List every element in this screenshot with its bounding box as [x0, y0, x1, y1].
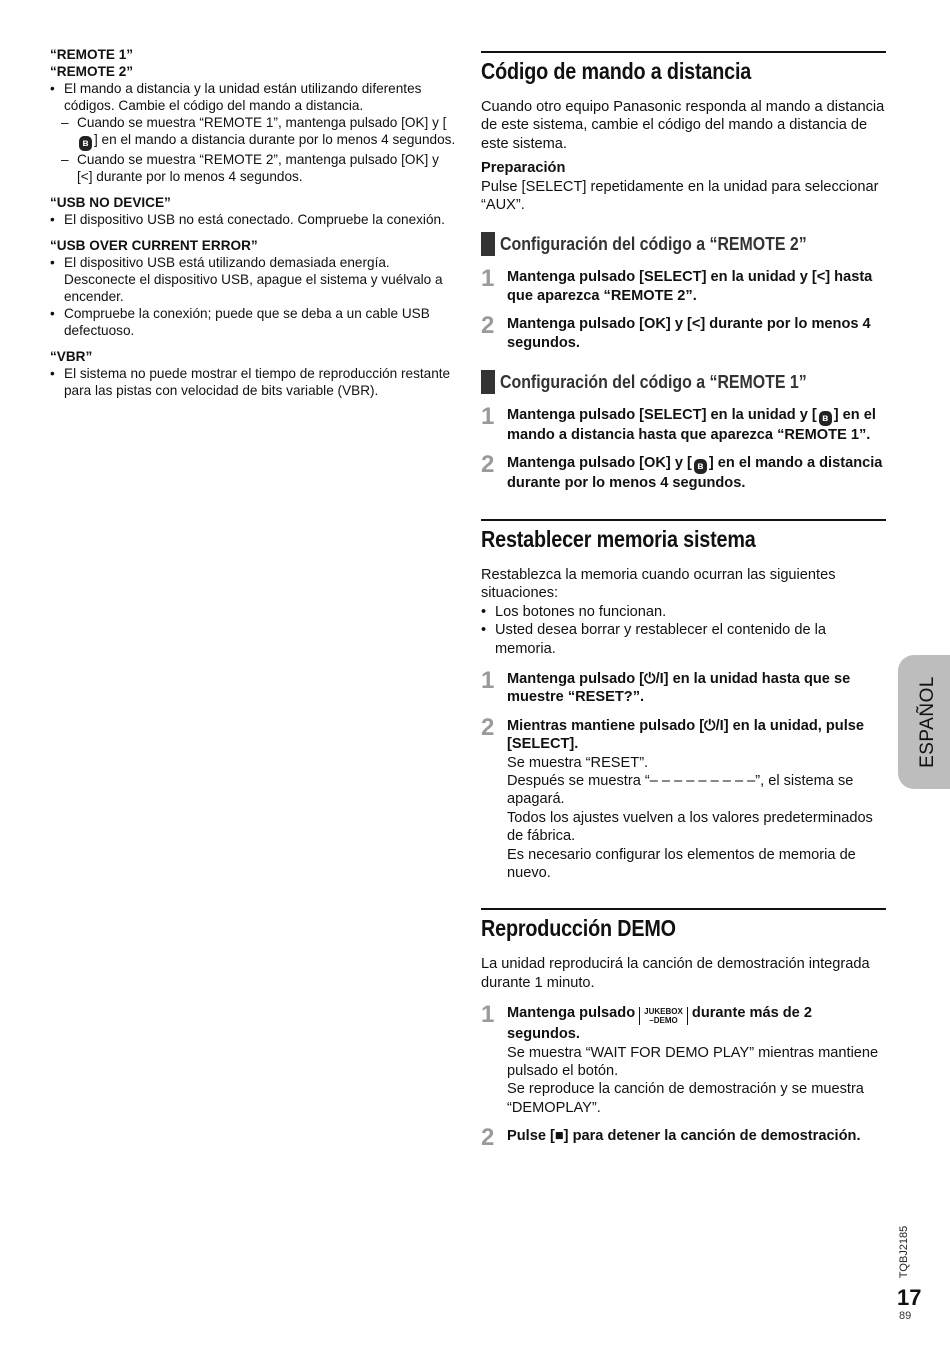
- step-number: 2: [481, 312, 495, 340]
- bluetooth-icon: ʙ: [79, 136, 92, 151]
- remote-bullet: El mando a distancia y la unidad están utilizando diferentes códigos. Cambie el código del mando a distancia.: [64, 81, 422, 113]
- usb-no-device-block: [50, 194, 458, 228]
- usb-over-current-block: [50, 237, 458, 339]
- vbr-title: “VBR”: [50, 349, 93, 364]
- preparation-text: Pulse [SELECT] repetidamente en la unidad para seleccionar “AUX”.: [481, 178, 879, 214]
- step: 1 Mantenga pulsado JUKEBOX –DEMO durante más de 2 segundos. Se muestra “WAIT FOR DEMO PLAY” mientras mantiene pulsado el botón. Se reproduce la canción de demostración y se muestra “DEMOPLAY”.: [481, 1001, 879, 1116]
- step: 1 Mantenga pulsado [SELECT] en la unidad y [ ʙ ] en el mando a distancia hasta que aparezca “REMOTE 1”.: [481, 403, 876, 444]
- step-number: 2: [481, 1124, 495, 1152]
- jukebox-demo-button-icon: JUKEBOX –DEMO: [639, 1007, 688, 1025]
- subheading-remote1: Configuración del código a “REMOTE 1”: [481, 370, 886, 394]
- step-number: 1: [481, 403, 495, 431]
- page-sub-number: 89: [899, 1310, 912, 1322]
- step-number: 1: [481, 666, 495, 694]
- usb-over-current-title: “USB OVER CURRENT ERROR”: [50, 238, 258, 253]
- list-item: – Cuando se muestra “REMOTE 1”, mantenga pulsado [OK] y [ʙ ] en el mando a distancia durante por lo menos 4 segundos.: [50, 114, 458, 151]
- demo-section: [481, 908, 886, 1152]
- left-column: [50, 46, 458, 408]
- paragraph: Cuando otro equipo Panasonic responda al mando a distancia de este sistema, cambie el código del mando a distancia de este sistema.: [481, 99, 885, 152]
- page-number: 17: [897, 1285, 922, 1310]
- usb-no-device-title: “USB NO DEVICE”: [50, 195, 171, 210]
- list-item: • El sistema no puede mostrar el tiempo de reproducción restante para las pistas con velocidad de bits variable (VBR).: [50, 366, 451, 398]
- list-item: • El dispositivo USB está utilizando demasiada energía. Desconecte el dispositivo USB, apague el sistema y vuélvalo a encender.: [50, 255, 443, 304]
- step: 1 Mantenga pulsado [⏻/I] en la unidad hasta que se muestre “RESET?”.: [481, 666, 851, 706]
- step: 2 Mientras mantiene pulsado [⏻/I] en la unidad, pulse [SELECT]. Se muestra “RESET”. Después se muestra “– – – – – – – – –”, el sistema se apagará. Todos los ajustes vuelven a los valores predeterminados de fábrica. Es necesario configurar los elementos de memoria de nuevo.: [481, 713, 873, 881]
- remote2-instruction: Cuando se muestra “REMOTE 2”, mantenga pulsado [OK] y [<] durante por lo menos 4 segundos.: [77, 152, 439, 184]
- list-item: • El mando a distancia y la unidad están utilizando diferentes códigos. Cambie el código del mando a distancia.: [50, 80, 458, 114]
- paragraph: La unidad reproducirá la canción de demostración integrada durante 1 minuto.: [481, 956, 870, 991]
- right-column: [481, 51, 886, 1159]
- step: 2 Mantenga pulsado [OK] y [<] durante por lo menos 4 segundos.: [481, 312, 871, 351]
- list-item: • Usted desea borrar y restablecer el contenido de la memoria.: [481, 622, 826, 657]
- subheading-remote2: Configuración del código a “REMOTE 2”: [481, 232, 886, 256]
- document-code: TQBJ2185: [898, 1225, 910, 1279]
- step: 1 Mantenga pulsado [SELECT] en la unidad y [<] hasta que aparezca “REMOTE 2”.: [481, 265, 873, 304]
- remote-code-section: [481, 51, 886, 493]
- section-heading: Código de mando a distancia: [481, 58, 752, 84]
- step: 2 Pulse [■] para detener la canción de demostración.: [481, 1124, 861, 1152]
- remote-error-block: [50, 46, 458, 185]
- step-number: 2: [481, 451, 495, 479]
- bluetooth-icon: ʙ: [694, 459, 707, 474]
- vbr-block: [50, 348, 458, 399]
- step: 2 Mantenga pulsado [OK] y [ ʙ ] en el mando a distancia durante por lo menos 4 segundos.: [481, 451, 883, 492]
- remote1-title: “REMOTE 1”: [50, 47, 134, 62]
- step-number: 1: [481, 265, 495, 293]
- list-item: • Los botones no funcionan.: [481, 603, 667, 620]
- remote2-title: “REMOTE 2”: [50, 64, 134, 79]
- step-number: 2: [481, 713, 495, 741]
- section-heading: Reproducción DEMO: [481, 915, 676, 942]
- language-tab: ESPAÑOL: [898, 655, 950, 789]
- remote1-instruction: Cuando se muestra “REMOTE 1”, mantenga pulsado [OK] y [ʙ ] en el mando a distancia durante por lo menos 4 segundos.: [77, 115, 456, 149]
- section-heading: Restablecer memoria sistema: [481, 525, 756, 552]
- step-number: 1: [481, 1001, 495, 1029]
- list-item: • El dispositivo USB no está conectado. Compruebe la conexión.: [50, 212, 445, 227]
- list-item: • Compruebe la conexión; puede que se deba a un cable USB defectuoso.: [50, 306, 430, 338]
- list-item: – Cuando se muestra “REMOTE 2”, mantenga pulsado [OK] y [<] durante por lo menos 4 segundos.: [50, 151, 458, 185]
- bluetooth-icon: ʙ: [819, 411, 832, 426]
- preparation-title: Preparación: [481, 160, 566, 177]
- paragraph: Restablezca la memoria cuando ocurran las siguientes situaciones:: [481, 566, 836, 602]
- reset-section: [481, 519, 886, 883]
